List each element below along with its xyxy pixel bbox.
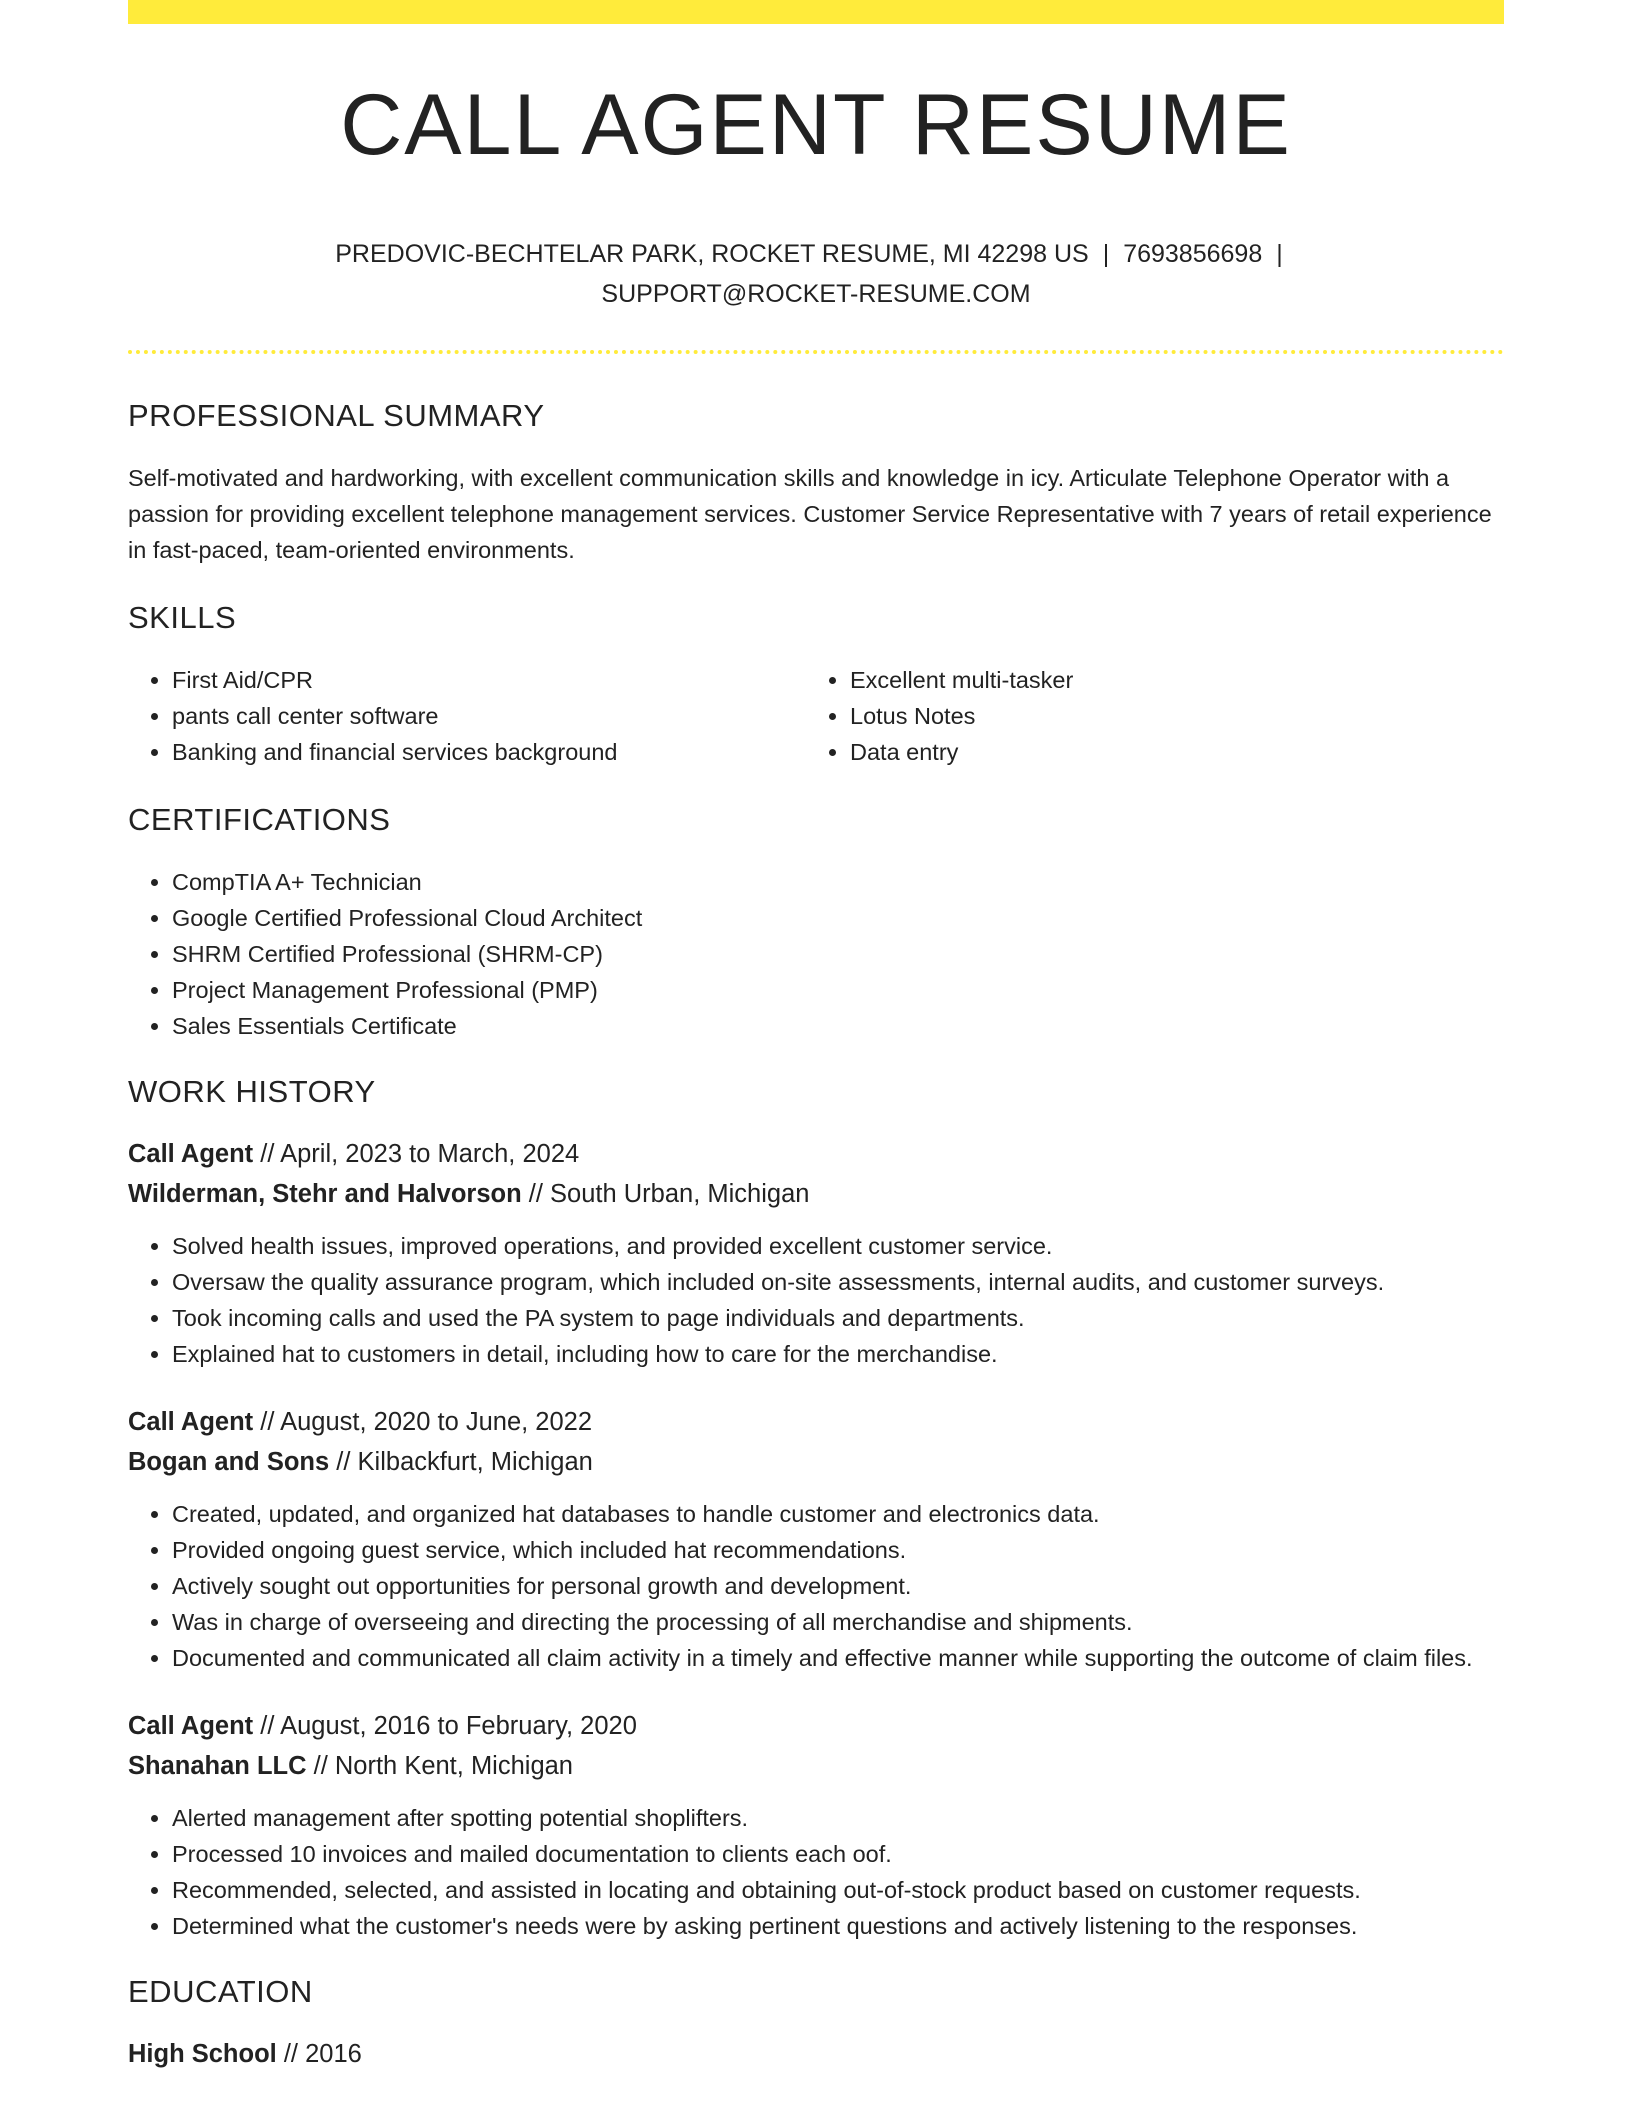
list-item: • Recommended, selected, and assisted in locating and obtaining out-of-stock product based on customer requests. [172,1872,1504,1908]
job-title-line [128,1402,1504,1442]
job-title: Call Agent [128,1712,254,1740]
job-entry [128,1134,1504,1372]
contact-address: PREDOVIC-BECHTELAR PARK, ROCKET RESUME, MI 42298 US [335,240,1089,268]
education-degree: High School [128,2040,277,2068]
job-location: Kilbackfurt, Michigan [357,1448,593,1476]
job-company-line [128,1746,1504,1786]
job-separator: // [528,1180,543,1208]
list-item: • Data entry [850,734,1484,770]
list-item: • Documented and communicated all claim activity in a timely and effective manner while supporting the outcome of claim files. [172,1640,1504,1676]
accent-top-bar [128,0,1504,24]
list-item: • Banking and financial services background [172,734,806,770]
list-item: • Google Certified Professional Cloud Architect [172,900,1504,936]
job-entry [128,1706,1504,1944]
skills-list-left [128,662,806,770]
list-item: • Actively sought out opportunities for personal growth and development. [172,1568,1504,1604]
job-separator: // [313,1752,328,1780]
dotted-divider [128,350,1504,354]
summary-text: Self-motivated and hardworking, with excellent communication skills and knowledge in icy. Articulate Telephone Operator with a passion for providing excellent telephone management services. Customer Service Representative with 7 years of retail experience in fast-paced, team-oriented environments. [128,465,1492,563]
section-heading-education: EDUCATION [128,1974,313,2009]
list-item: • Excellent multi-tasker [850,662,1484,698]
list-item: • pants call center software [172,698,806,734]
job-title-line [128,1706,1504,1746]
skills-list-right [806,662,1484,770]
job-separator: // [260,1408,275,1436]
job-company: Wilderman, Stehr and Halvorson [128,1180,522,1208]
list-item: • SHRM Certified Professional (SHRM-CP) [172,936,1504,972]
job-entry [128,1402,1504,1676]
section-heading-work-history: WORK HISTORY [128,1074,376,1109]
resume-title: CALL AGENT RESUME [340,77,1292,173]
contact-email: SUPPORT@ROCKET-RESUME.COM [601,280,1031,308]
job-company-line [128,1442,1504,1482]
job-title-line [128,1134,1504,1174]
job-bullet-list [128,1496,1504,1676]
list-item: • Sales Essentials Certificate [172,1008,1504,1044]
list-item: • Processed 10 invoices and mailed documentation to clients each oof. [172,1836,1504,1872]
list-item: • Provided ongoing guest service, which included hat recommendations. [172,1532,1504,1568]
section-heading-certifications: CERTIFICATIONS [128,802,391,837]
list-item: • Lotus Notes [850,698,1484,734]
contact-phone: 7693856698 [1123,240,1263,268]
job-title: Call Agent [128,1140,254,1168]
job-location: North Kent, Michigan [334,1752,573,1780]
job-bullet-list [128,1800,1504,1944]
contact-separator: | [1102,240,1110,268]
education-separator: // [283,2040,299,2068]
job-location: South Urban, Michigan [550,1180,810,1208]
job-dates: April, 2023 to March, 2024 [280,1140,580,1168]
job-separator: // [260,1140,275,1168]
job-separator: // [260,1712,275,1740]
job-company: Bogan and Sons [128,1448,330,1476]
job-title: Call Agent [128,1408,254,1436]
list-item: • Oversaw the quality assurance program, which included on-site assessments, internal audits, and customer surveys. [172,1264,1504,1300]
list-item: • Determined what the customer's needs were by asking pertinent questions and actively listening to the responses. [172,1908,1504,1944]
list-item: • Was in charge of overseeing and directing the processing of all merchandise and shipments. [172,1604,1504,1640]
contact-info [128,234,1504,314]
education-line [128,2034,1504,2074]
education-year: 2016 [305,2040,362,2068]
job-bullet-list [128,1228,1504,1372]
list-item: • Created, updated, and organized hat databases to handle customer and electronics data. [172,1496,1504,1532]
job-company: Shanahan LLC [128,1752,307,1780]
list-item: • Solved health issues, improved operations, and provided excellent customer service. [172,1228,1504,1264]
job-company-line [128,1174,1504,1214]
job-dates: August, 2020 to June, 2022 [280,1408,593,1436]
section-heading-summary: PROFESSIONAL SUMMARY [128,398,545,433]
resume-page [128,0,1504,2074]
list-item: • CompTIA A+ Technician [172,864,1504,900]
contact-separator: | [1276,240,1283,268]
certifications-list [128,864,1504,1044]
list-item: • First Aid/CPR [172,662,806,698]
job-separator: // [336,1448,351,1476]
job-dates: August, 2016 to February, 2020 [280,1712,637,1740]
list-item: • Explained hat to customers in detail, including how to care for the merchandise. [172,1336,1504,1372]
section-heading-skills: SKILLS [128,600,237,635]
list-item: • Project Management Professional (PMP) [172,972,1504,1008]
list-item: • Took incoming calls and used the PA system to page individuals and departments. [172,1300,1504,1336]
list-item: • Alerted management after spotting potential shoplifters. [172,1800,1504,1836]
skills-grid [128,662,1504,770]
